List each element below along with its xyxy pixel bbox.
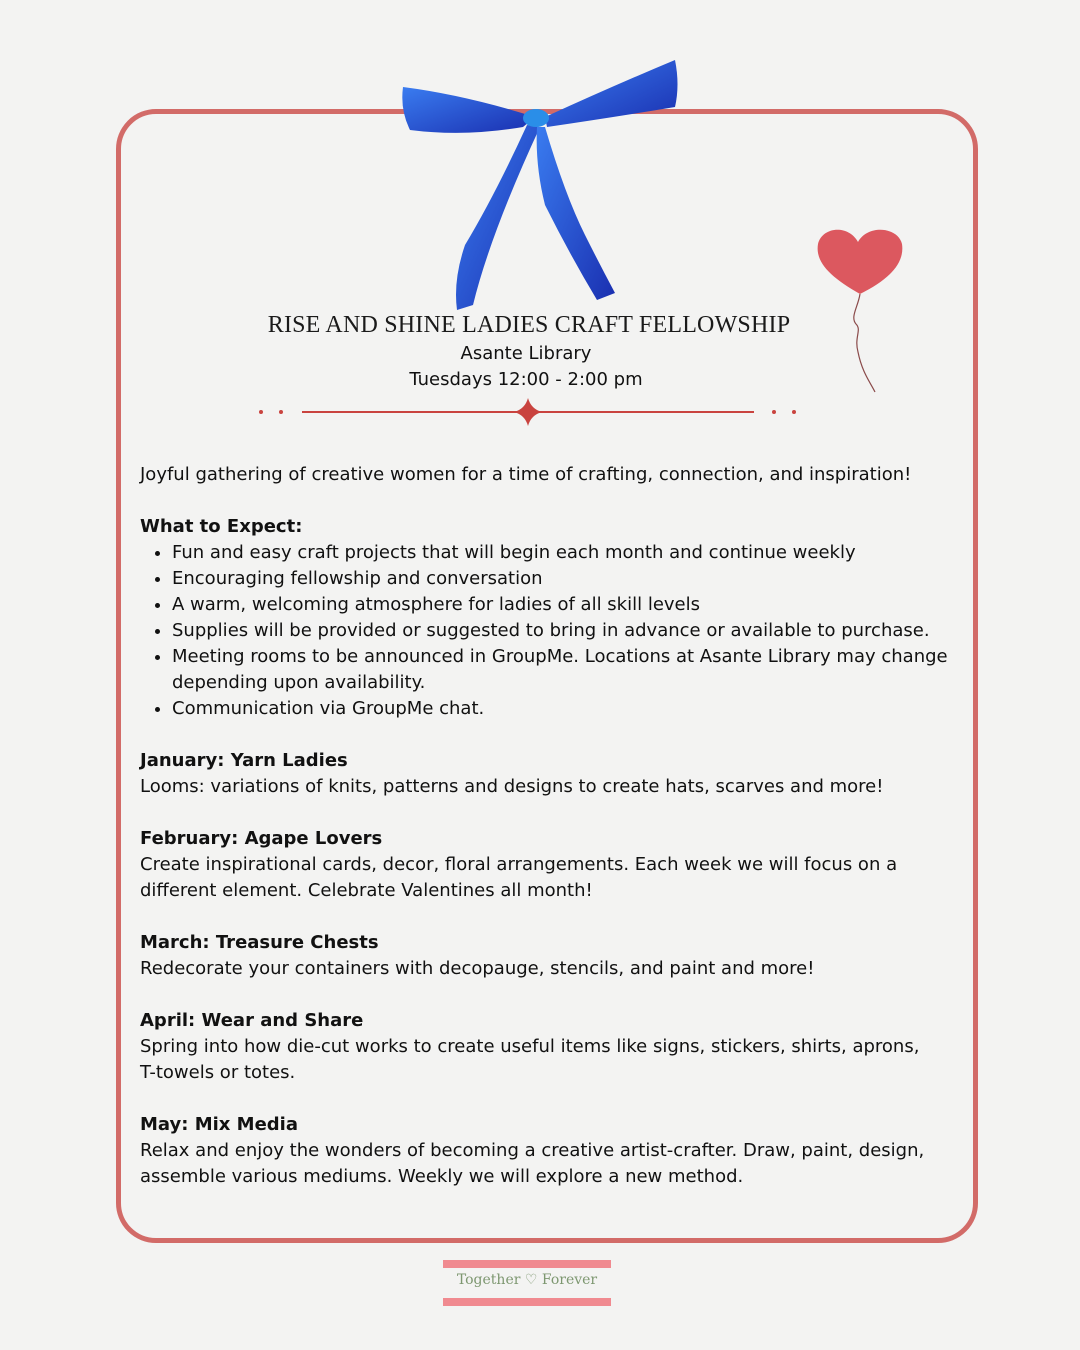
month-heading: February: Agape Lovers: [140, 828, 383, 849]
intro-text: Joyful gathering of creative women for a time of crafting, connection, and inspiration!: [140, 464, 912, 485]
month-text: Redecorate your containers with decopauge, stencils, and paint and more!: [140, 958, 815, 979]
month-text: Relax and enjoy the wonders of becoming a creative artist-crafter. Draw, paint, design, assemble various mediums. Weekly we will explore a new method.: [140, 1140, 925, 1187]
stamp-text: Together ♡ Forever: [456, 1272, 598, 1288]
list-item: • Communication via GroupMe chat.: [172, 696, 950, 722]
month-text: Create inspirational cards, decor, floral arrangements. Each week we will focus on a different element. Celebrate Valentines all month!: [140, 854, 898, 901]
list-item: • Supplies will be provided or suggested to bring in advance or available to purchase.: [172, 618, 950, 644]
decorative-divider: [250, 398, 810, 426]
month-text: Spring into how die-cut works to create useful items like signs, stickers, shirts, aprons, T-towels or totes.: [140, 1036, 920, 1083]
month-heading: April: Wear and Share: [140, 1010, 364, 1031]
list-item: • Encouraging fellowship and conversation: [172, 566, 950, 592]
list-item: • Fun and easy craft projects that will begin each month and continue weekly: [172, 540, 950, 566]
list-item: • Meeting rooms to be announced in GroupMe. Locations at Asante Library may change depending upon availability.: [172, 644, 950, 696]
month-heading: January: Yarn Ladies: [140, 750, 348, 771]
month-text: Looms: variations of knits, patterns and designs to create hats, scarves and more!: [140, 776, 884, 797]
event-title: RISE AND SHINE LADIES CRAFT FELLOWSHIP: [267, 312, 791, 338]
list-item: • A warm, welcoming atmosphere for ladies of all skill levels: [172, 592, 950, 618]
event-time: Tuesdays 12:00 - 2:00 pm: [409, 369, 643, 390]
event-location: Asante Library: [460, 343, 592, 364]
expect-heading: What to Expect:: [140, 516, 303, 537]
blue-bow-icon: [395, 55, 685, 315]
together-forever-stamp: [443, 1260, 613, 1308]
month-heading: March: Treasure Chests: [140, 932, 379, 953]
event-description: [140, 462, 950, 1190]
month-heading: May: Mix Media: [140, 1114, 298, 1135]
expect-list: [140, 540, 950, 722]
